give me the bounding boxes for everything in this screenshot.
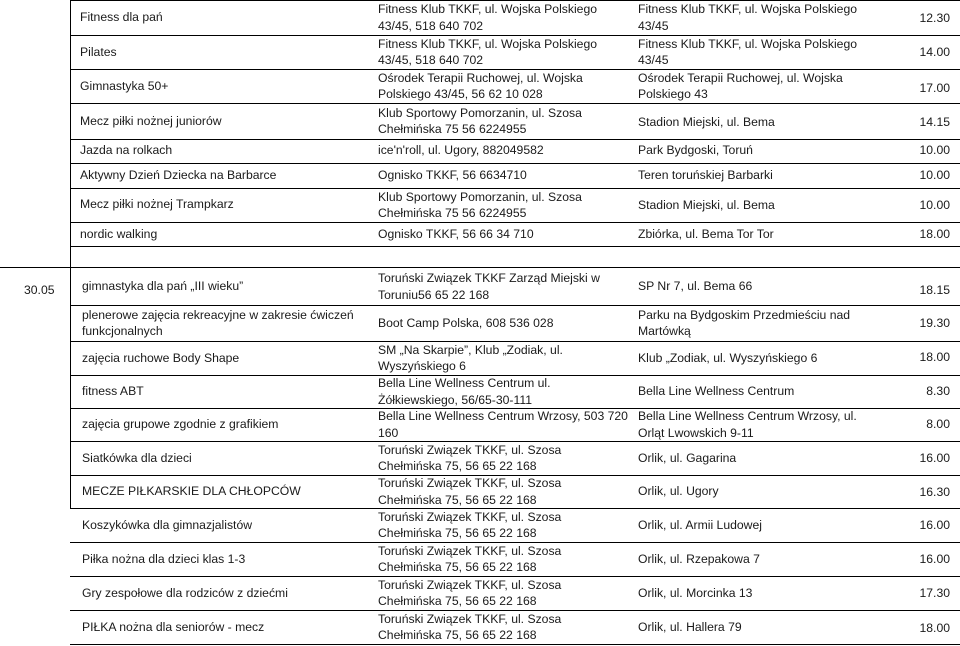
time-cell: 18.00	[919, 621, 950, 635]
activity-cell: Mecz piłki nożnej Trampkarz	[80, 197, 234, 211]
time-cell: 8.30	[926, 384, 950, 398]
activity-cell: gimnastyka dla pań „III wieku”	[82, 279, 244, 294]
time-cell: 10.00	[919, 198, 950, 212]
time-cell: 16.00	[919, 552, 950, 566]
activity-cell: plenerowe zajęcia rekreacyjne w zakresie ćwiczeń funkcjonalnych	[82, 307, 354, 338]
time-cell: 17.00	[919, 81, 950, 95]
activity-cell: Pilates	[80, 44, 117, 59]
organizer-cell: Boot Camp Polska, 608 536 028	[378, 315, 554, 330]
activity-cell: zajęcia grupowe zgodnie z grafikiem	[82, 417, 279, 432]
activity-cell: zajęcia ruchowe Body Shape	[82, 350, 240, 365]
place-cell: Teren toruńskiej Barbarki	[638, 168, 773, 182]
activity-cell: Gry zespołowe dla rodziców z dziećmi	[82, 585, 288, 600]
place-cell: Orlik, ul. Hallera 79	[638, 619, 742, 634]
place-cell: Orlik, ul. Morcinka 13	[638, 585, 753, 600]
time-cell: 17.30	[919, 586, 950, 600]
place-cell: Orlik, ul. Rzepakowa 7	[638, 551, 760, 566]
activity-cell: Piłka nożna dla dzieci klas 1-3	[82, 551, 246, 566]
organizer-cell: Toruński Związek TKKF, ul. Szosa Chełmińska 75, 56 65 22 168	[378, 509, 562, 540]
place-cell: Park Bydgoski, Toruń	[638, 143, 753, 157]
time-cell: 16.00	[919, 518, 950, 532]
time-cell: 18.15	[919, 283, 950, 297]
place-cell: Parku na Bydgoskim Przedmieściu nad Martówką	[638, 307, 851, 338]
place-cell: Ośrodek Terapii Ruchowej, ul. Wojska Polskiego 43	[638, 70, 843, 101]
time-cell: 16.00	[919, 451, 950, 465]
place-cell: Orlik, ul. Gagarina	[638, 450, 737, 465]
time-cell: 18.00	[919, 350, 950, 364]
activity-cell: Jazda na rolkach	[80, 143, 173, 157]
place-cell: Orlik, ul. Armii Ludowej	[638, 517, 762, 532]
activity-cell: nordic walking	[80, 227, 158, 241]
place-cell: Zbiórka, ul. Bema Tor Tor	[638, 227, 774, 241]
place-cell: Klub „Zodiak, ul. Wyszyńskiego 6	[638, 350, 818, 365]
organizer-cell: Fitness Klub TKKF, ul. Wojska Polskiego 43/45, 518 640 702	[378, 36, 598, 67]
organizer-cell: Klub Sportowy Pomorzanin, ul. Szosa Chełmińska 75 56 6224955	[378, 189, 582, 220]
organizer-cell: Bella Line Wellness Centrum ul. Żółkiewskiego, 56/65-30-111	[378, 376, 551, 407]
organizer-cell: Bella Line Wellness Centrum Wrzosy, 503 720 160	[378, 409, 628, 440]
activity-cell: PIŁKA nożna dla seniorów - mecz	[82, 619, 265, 634]
time-cell: 18.00	[919, 227, 950, 241]
time-cell: 12.30	[919, 11, 950, 25]
organizer-cell: Toruński Związek TKKF, ul. Szosa Chełmińska 75, 56 65 22 168	[378, 442, 562, 473]
time-cell: 14.15	[919, 115, 950, 129]
time-cell: 14.00	[919, 45, 950, 59]
time-cell: 19.30	[919, 316, 950, 330]
activity-cell: Fitness dla pań	[80, 10, 163, 25]
organizer-cell: Toruński Związek TKKF, ul. Szosa Chełmińska 75, 56 65 22 168	[378, 577, 562, 608]
date-cell: 30.05	[24, 283, 55, 297]
activity-cell: MECZE PIŁKARSKIE DLA CHŁOPCÓW	[82, 484, 301, 499]
activity-cell: fitness ABT	[82, 384, 144, 399]
organizer-cell: Ognisko TKKF, 56 66 34 710	[378, 227, 534, 241]
activity-cell: Koszykówka dla gimnazjalistów	[82, 517, 253, 532]
time-cell: 10.00	[919, 143, 950, 157]
place-cell: Stadion Miejski, ul. Bema	[638, 198, 775, 212]
activity-cell: Aktywny Dzień Dziecka na Barbarce	[80, 168, 277, 182]
organizer-cell: Ognisko TKKF, 56 6634710	[378, 168, 527, 182]
place-cell: SP Nr 7, ul. Bema 66	[638, 279, 753, 294]
organizer-cell: Toruński Związek TKKF Zarząd Miejski w Toruniu56 65 22 168	[378, 271, 600, 302]
place-cell: Bella Line Wellness Centrum	[638, 384, 795, 399]
organizer-cell: Klub Sportowy Pomorzanin, ul. Szosa Chełmińska 75 56 6224955	[378, 105, 582, 136]
organizer-cell: Fitness Klub TKKF, ul. Wojska Polskiego 43/45, 518 640 702	[378, 2, 598, 33]
place-cell: Bella Line Wellness Centrum Wrzosy, ul. Orląt Lwowskich 9-11	[638, 409, 857, 440]
time-cell: 8.00	[926, 417, 950, 431]
activity-cell: Mecz piłki nożnej juniorów	[80, 113, 222, 128]
organizer-cell: ice'n'roll, ul. Ugory, 882049582	[378, 143, 544, 157]
place-cell: Fitness Klub TKKF, ul. Wojska Polskiego 43/45	[638, 2, 858, 33]
place-cell: Stadion Miejski, ul. Bema	[638, 115, 775, 129]
activity-cell: Gimnastyka 50+	[80, 78, 169, 93]
time-cell: 10.00	[919, 168, 950, 182]
organizer-cell: Toruński Związek TKKF, ul. Szosa Chełmińska 75, 56 65 22 168	[378, 476, 562, 507]
place-cell: Orlik, ul. Ugory	[638, 484, 719, 499]
activity-cell: Siatkówka dla dzieci	[82, 450, 192, 465]
organizer-cell: Toruński Związek TKKF, ul. Szosa Chełmińska 75, 56 65 22 168	[378, 543, 562, 574]
time-cell: 16.30	[919, 485, 950, 499]
organizer-cell: SM „Na Skarpie”, Klub „Zodiak, ul. Wyszyńskiego 6	[378, 342, 563, 373]
organizer-cell: Ośrodek Terapii Ruchowej, ul. Wojska Polskiego 43/45, 56 62 10 028	[378, 70, 583, 101]
organizer-cell: Toruński Związek TKKF, ul. Szosa Chełmińska 75, 56 65 22 168	[378, 611, 562, 642]
place-cell: Fitness Klub TKKF, ul. Wojska Polskiego 43/45	[638, 36, 858, 67]
